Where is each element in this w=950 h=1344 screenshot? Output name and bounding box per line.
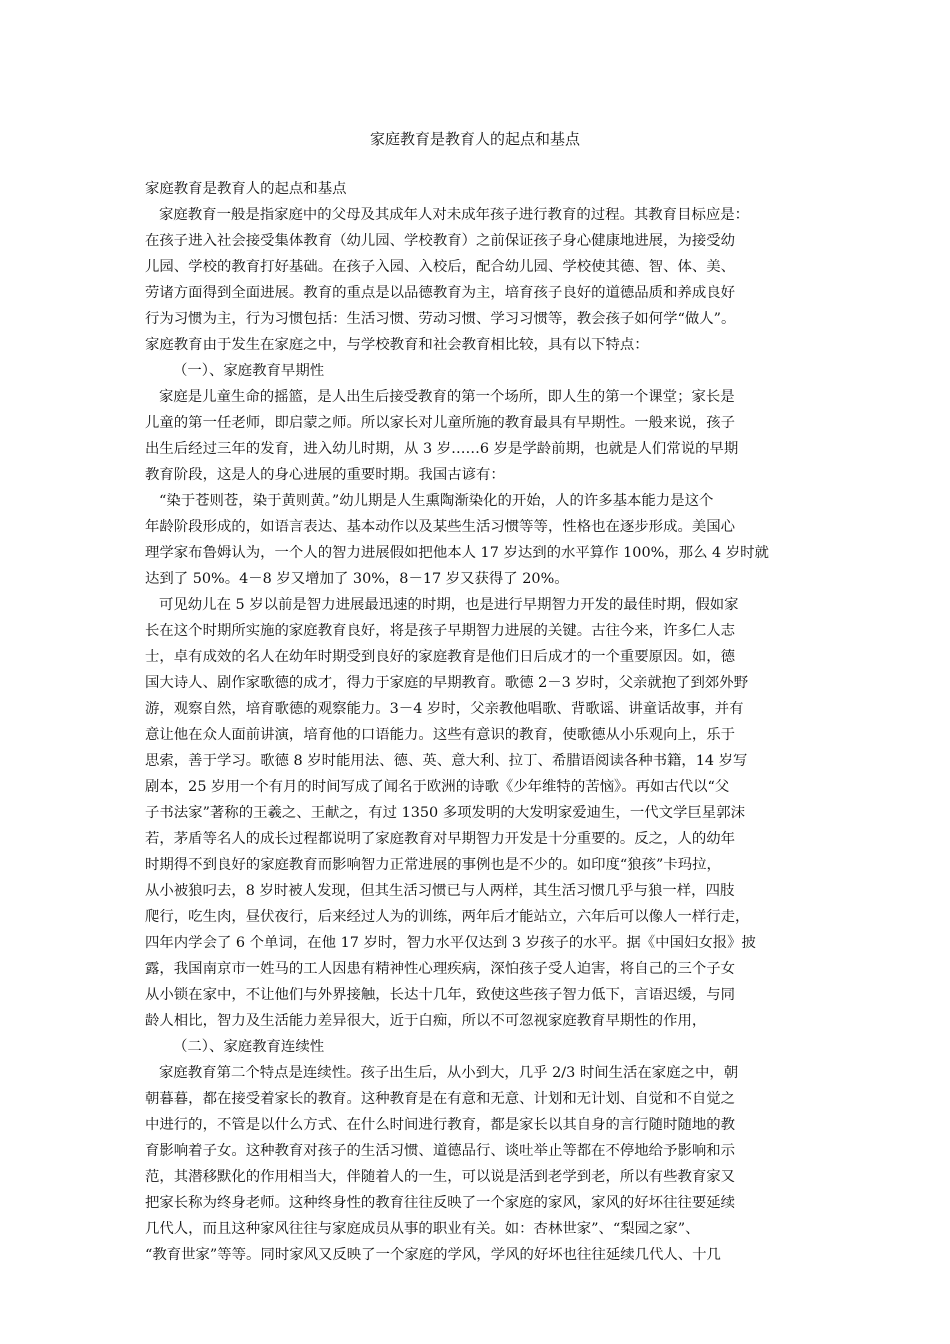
text-line: 剧本，25 岁用一个有月的时间写成了闻名于欧洲的诗歌《少年维特的苦恼》。再如古代以“父 [145,779,730,795]
text-line: 育影响着子女。这种教育对孩子的生活习惯、道德品行、谈吐举止等都在不停地给予影响和示 [145,1143,736,1159]
section-heading-line: （一）、家庭教育早期性 [173,363,325,379]
text-line: 中进行的，不管是以什么方式、在什么时间进行教育，都是家长以其自身的言行随时随地的教 [145,1117,736,1133]
text-line: 从小锁在家中，不让他们与外界接触，长达十几年，致使这些孩子智力低下，言语迟缓，与同 [145,987,736,1003]
text-line: “染于苍则苍，染于黄则黄。”幼儿期是人生熏陶渐染化的开始，人的许多基本能力是这个 [159,493,714,509]
text-line: 家庭教育一般是指家庭中的父母及其成年人对未成年孩子进行教育的过程。其教育目标应是： [159,207,750,223]
text-line: 龄人相比，智力及生活能力差异很大，近于白痴，所以不可忽视家庭教育早期性的作用， [145,1013,707,1029]
text-line: 家庭教育第二个特点是连续性。孩子出生后，从小到大，几乎 2/3 时间生活在家庭之中，朝 [159,1065,739,1081]
text-line: 行为习惯为主，行为习惯包括：生活习惯、劳动习惯、学习习惯等，教会孩子如何学“做人”。 [145,311,736,327]
text-line: 家庭是儿童生命的摇篮，是人出生后接受教育的第一个场所，即人生的第一个课堂；家长是 [159,389,735,405]
text-line: 教育阶段，这是人的身心进展的重要时期。我国古谚有： [145,467,505,483]
text-line: 年龄阶段形成的，如语言表达、基本动作以及某些生活习惯等等，性格也在逐步形成。美国心 [145,519,736,535]
text-line: 理学家布鲁姆认为，一个人的智力进展假如把他本人 17 岁达到的水平算作 100%，那么 4 岁时就 [145,545,769,561]
text-line: 士，卓有成效的名人在幼年时期受到良好的家庭教育是他们日后成才的一个重要原因。如，德 [145,649,736,665]
text-line: 几代人，而且这种家风往往与家庭成员从事的职业有关。如：杏林世家”、“梨园之家”、 [145,1221,700,1237]
text-line: 把家长称为终身老师。这种终身性的教育往往反映了一个家庭的家风，家风的好坏往往要延续 [145,1195,736,1211]
text-line: 思索，善于学习。歌德 8 岁时能用法、德、英、意大利、拉丁、希腊语阅读各种书籍，14 岁写 [145,753,748,769]
text-line: “教育世家”等等。同时家风又反映了一个家庭的学风，学风的好坏也往往延续几代人、十几 [145,1247,721,1263]
text-line: 家庭教育由于发生在家庭之中，与学校教育和社会教育相比较，具有以下特点： [145,337,649,353]
text-line: 出生后经过三年的发育，进入幼儿时期，从 3 岁……6 岁是学龄前期，也就是人们常说的早期 [145,441,739,457]
text-line: 子书法家”著称的王羲之、王献之，有过 1350 多项发明的大发明家爱迪生，一代文学巨星郭沫 [145,805,745,821]
text-line: 露，我国南京市一姓马的工人因患有精神性心理疾病，深怕孩子受人迫害，将自己的三个子女 [145,961,736,977]
text-line: 范，其潜移默化的作用相当大，伴随着人的一生，可以说是活到老学到老，所以有些教育家又 [145,1169,736,1185]
section-heading-line: （二）、家庭教育连续性 [173,1039,325,1055]
text-line: 时期得不到良好的家庭教育而影响智力正常进展的事例也是不少的。如印度“狼孩”卡玛拉， [145,857,721,873]
text-line: 儿童的第一任老师，即启蒙之师。所以家长对儿童所施的教育最具有早期性。一般来说，孩子 [145,415,736,431]
text-line: 长在这个时期所实施的家庭教育良好，将是孩子早期智力进展的关键。古往今来，许多仁人志 [145,623,736,639]
text-line: 四年内学会了 6 个单词，在他 17 岁时，智力水平仅达到 3 岁孩子的水平。据《中国妇女报》披 [145,935,756,951]
text-line: 爬行，吃生肉，昼伏夜行，后来经过人为的训练，两年后才能站立，六年后可以像人一样行走， [145,909,750,925]
text-line: 从小被狼叼去，8 岁时被人发现，但其生活习惯已与人两样，其生活习惯几乎与狼一样，四肢 [145,883,735,899]
text-line: 朝暮暮，都在接受着家长的教育。这种教育是在有意和无意、计划和无计划、自觉和不自觉之 [145,1091,736,1107]
text-line: 游，观察自然，培育歌德的观察能力。3－4 岁时，父亲教他唱歌、背歌谣、讲童话故事，并有 [145,701,744,717]
text-line: 劳诸方面得到全面进展。教育的重点是以品德教育为主，培育孩子良好的道德品质和养成良好 [145,285,736,301]
text-line: 国大诗人、剧作家歌德的成才，得力于家庭的早期教育。歌德 2－3 岁时，父亲就抱了到郊外野 [145,675,749,691]
document-title: 家庭教育是教育人的起点和基点 [369,130,580,148]
text-line: 达到了 50%。4－8 岁又增加了 30%，8－17 岁又获得了 20%。 [145,571,569,587]
text-line: 意让他在众人面前讲演，培育他的口语能力。这些有意识的教育，使歌德从小乐观向上，乐于 [145,727,736,743]
text-line: 儿园、学校的教育打好基础。在孩子入园、入校后，配合幼儿园、学校使其德、智、体、美、 [145,259,736,275]
text-line: 可见幼儿在 5 岁以前是智力进展最迅速的时期，也是进行早期智力开发的最佳时期，假如家 [159,597,739,613]
text-line: 在孩子进入社会接受集体教育（幼儿园、学校教育）之前保证孩子身心健康地进展，为接受幼 [145,233,736,249]
text-line: 家庭教育是教育人的起点和基点 [145,181,347,197]
text-line: 若，茅盾等名人的成长过程都说明了家庭教育对早期智力开发是十分重要的。反之，人的幼年 [145,831,736,847]
document-body [145,176,807,1268]
